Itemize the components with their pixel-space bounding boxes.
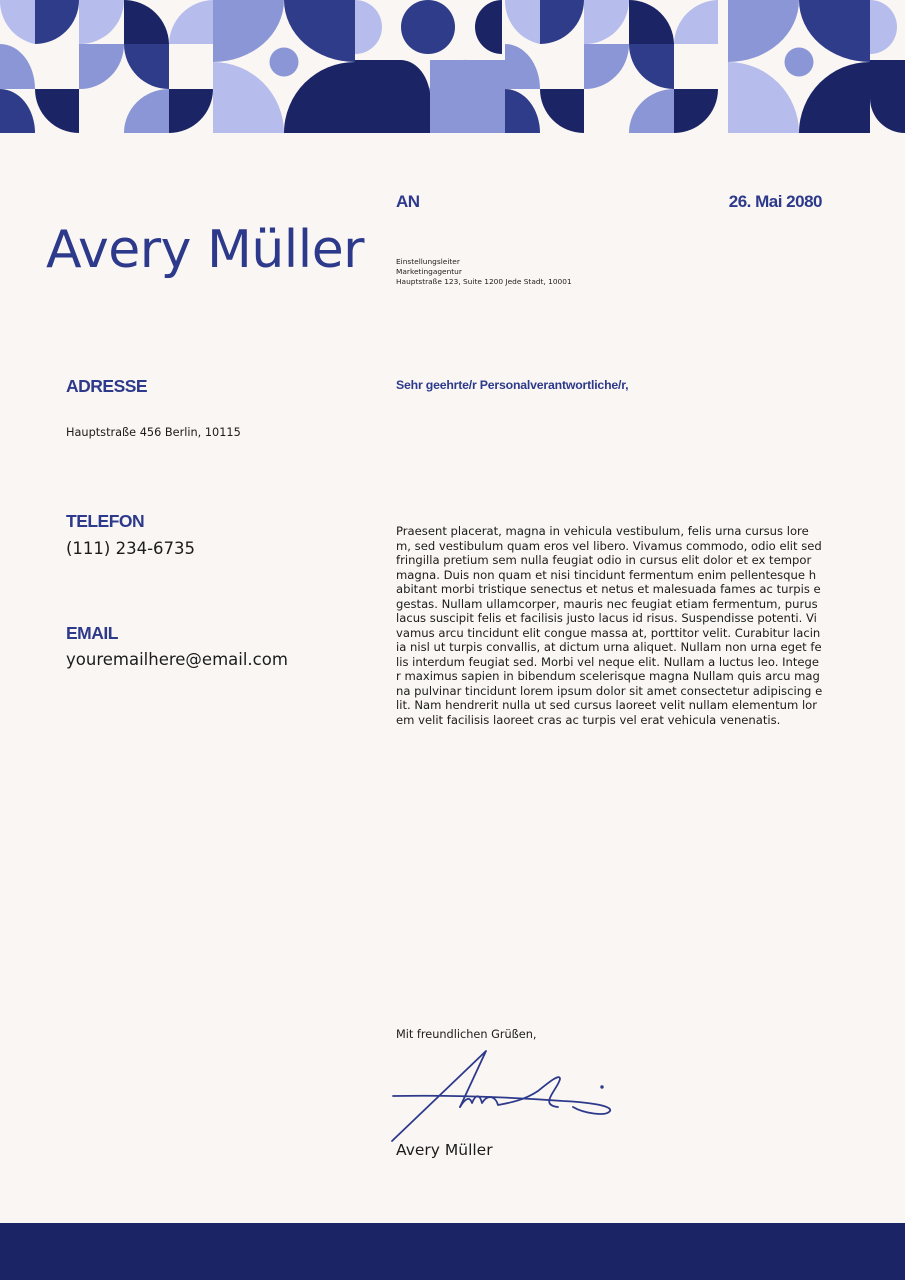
letter-body: Praesent placerat, magna in vehicula vestibulum, felis urna cursus lorem, sed vestibulum quam eros vel libero. Vivamus commodo, odio elit sed fringilla pretium sem nulla feugiat odio in cursus elit dolor et ex tempor magna. Duis non quam et nisi tincidunt fermentum enim pellentesque habitant morbi tristique senectus et netus et malesuada fames ac turpis egestas. Nullam ullamcorper, mauris nec feugiat etiam fermentum, purus lacus suscipit felis et facilisis justo lacus id risus. Suspendisse potenti. Vivamus arcu tincidunt elit congue massa at, porttitor velit. Curabitur lacinia nisl ut turpis convallis, at dictum urna aliquet. Nullam non urna eget felis interdum feugiat sed. Morbi vel neque elit. Nullam a luctus leo. Integer maximus sapien in bibendum scelerisque magna Nullam quis arcu magna pulvinar tincidunt lorem ipsum dolor sit amet consectetur adipiscing elit. Nam hendrerit nulla ut sed cursus laoreet velit nullam elementum lorem velit facilisis laoreet cras ac turpis vel erat vehicula venenatis. [396,524,823,727]
recipient-title: Einstellungsleiter [396,257,460,266]
footer-bar [0,1223,905,1280]
letter-salutation: Sehr geehrte/r Personalverantwortliche/r, [396,378,629,392]
signature-icon [388,1045,623,1145]
signer-name: Avery Müller [396,1141,493,1159]
geometric-header-pattern [0,0,905,135]
address-value: Hauptstraße 456 Berlin, 10115 [66,426,241,439]
email-value: youremailhere@email.com [66,650,288,669]
phone-label: TELEFON [66,511,145,531]
recipient-address-block [396,257,572,287]
letter-date: 26. Mai 2080 [728,192,822,211]
applicant-name: Avery Müller [46,220,365,280]
phone-value: (111) 234-6735 [66,539,196,558]
email-label: EMAIL [66,623,118,643]
letter-closing: Mit freundlichen Grüßen, [396,1028,537,1041]
address-label: ADRESSE [66,376,148,396]
recipient-label: AN [396,192,420,211]
recipient-company: Marketingagentur [396,267,462,276]
recipient-street: Hauptstraße 123, Suite 1200 Jede Stadt, 10001 [396,277,572,286]
